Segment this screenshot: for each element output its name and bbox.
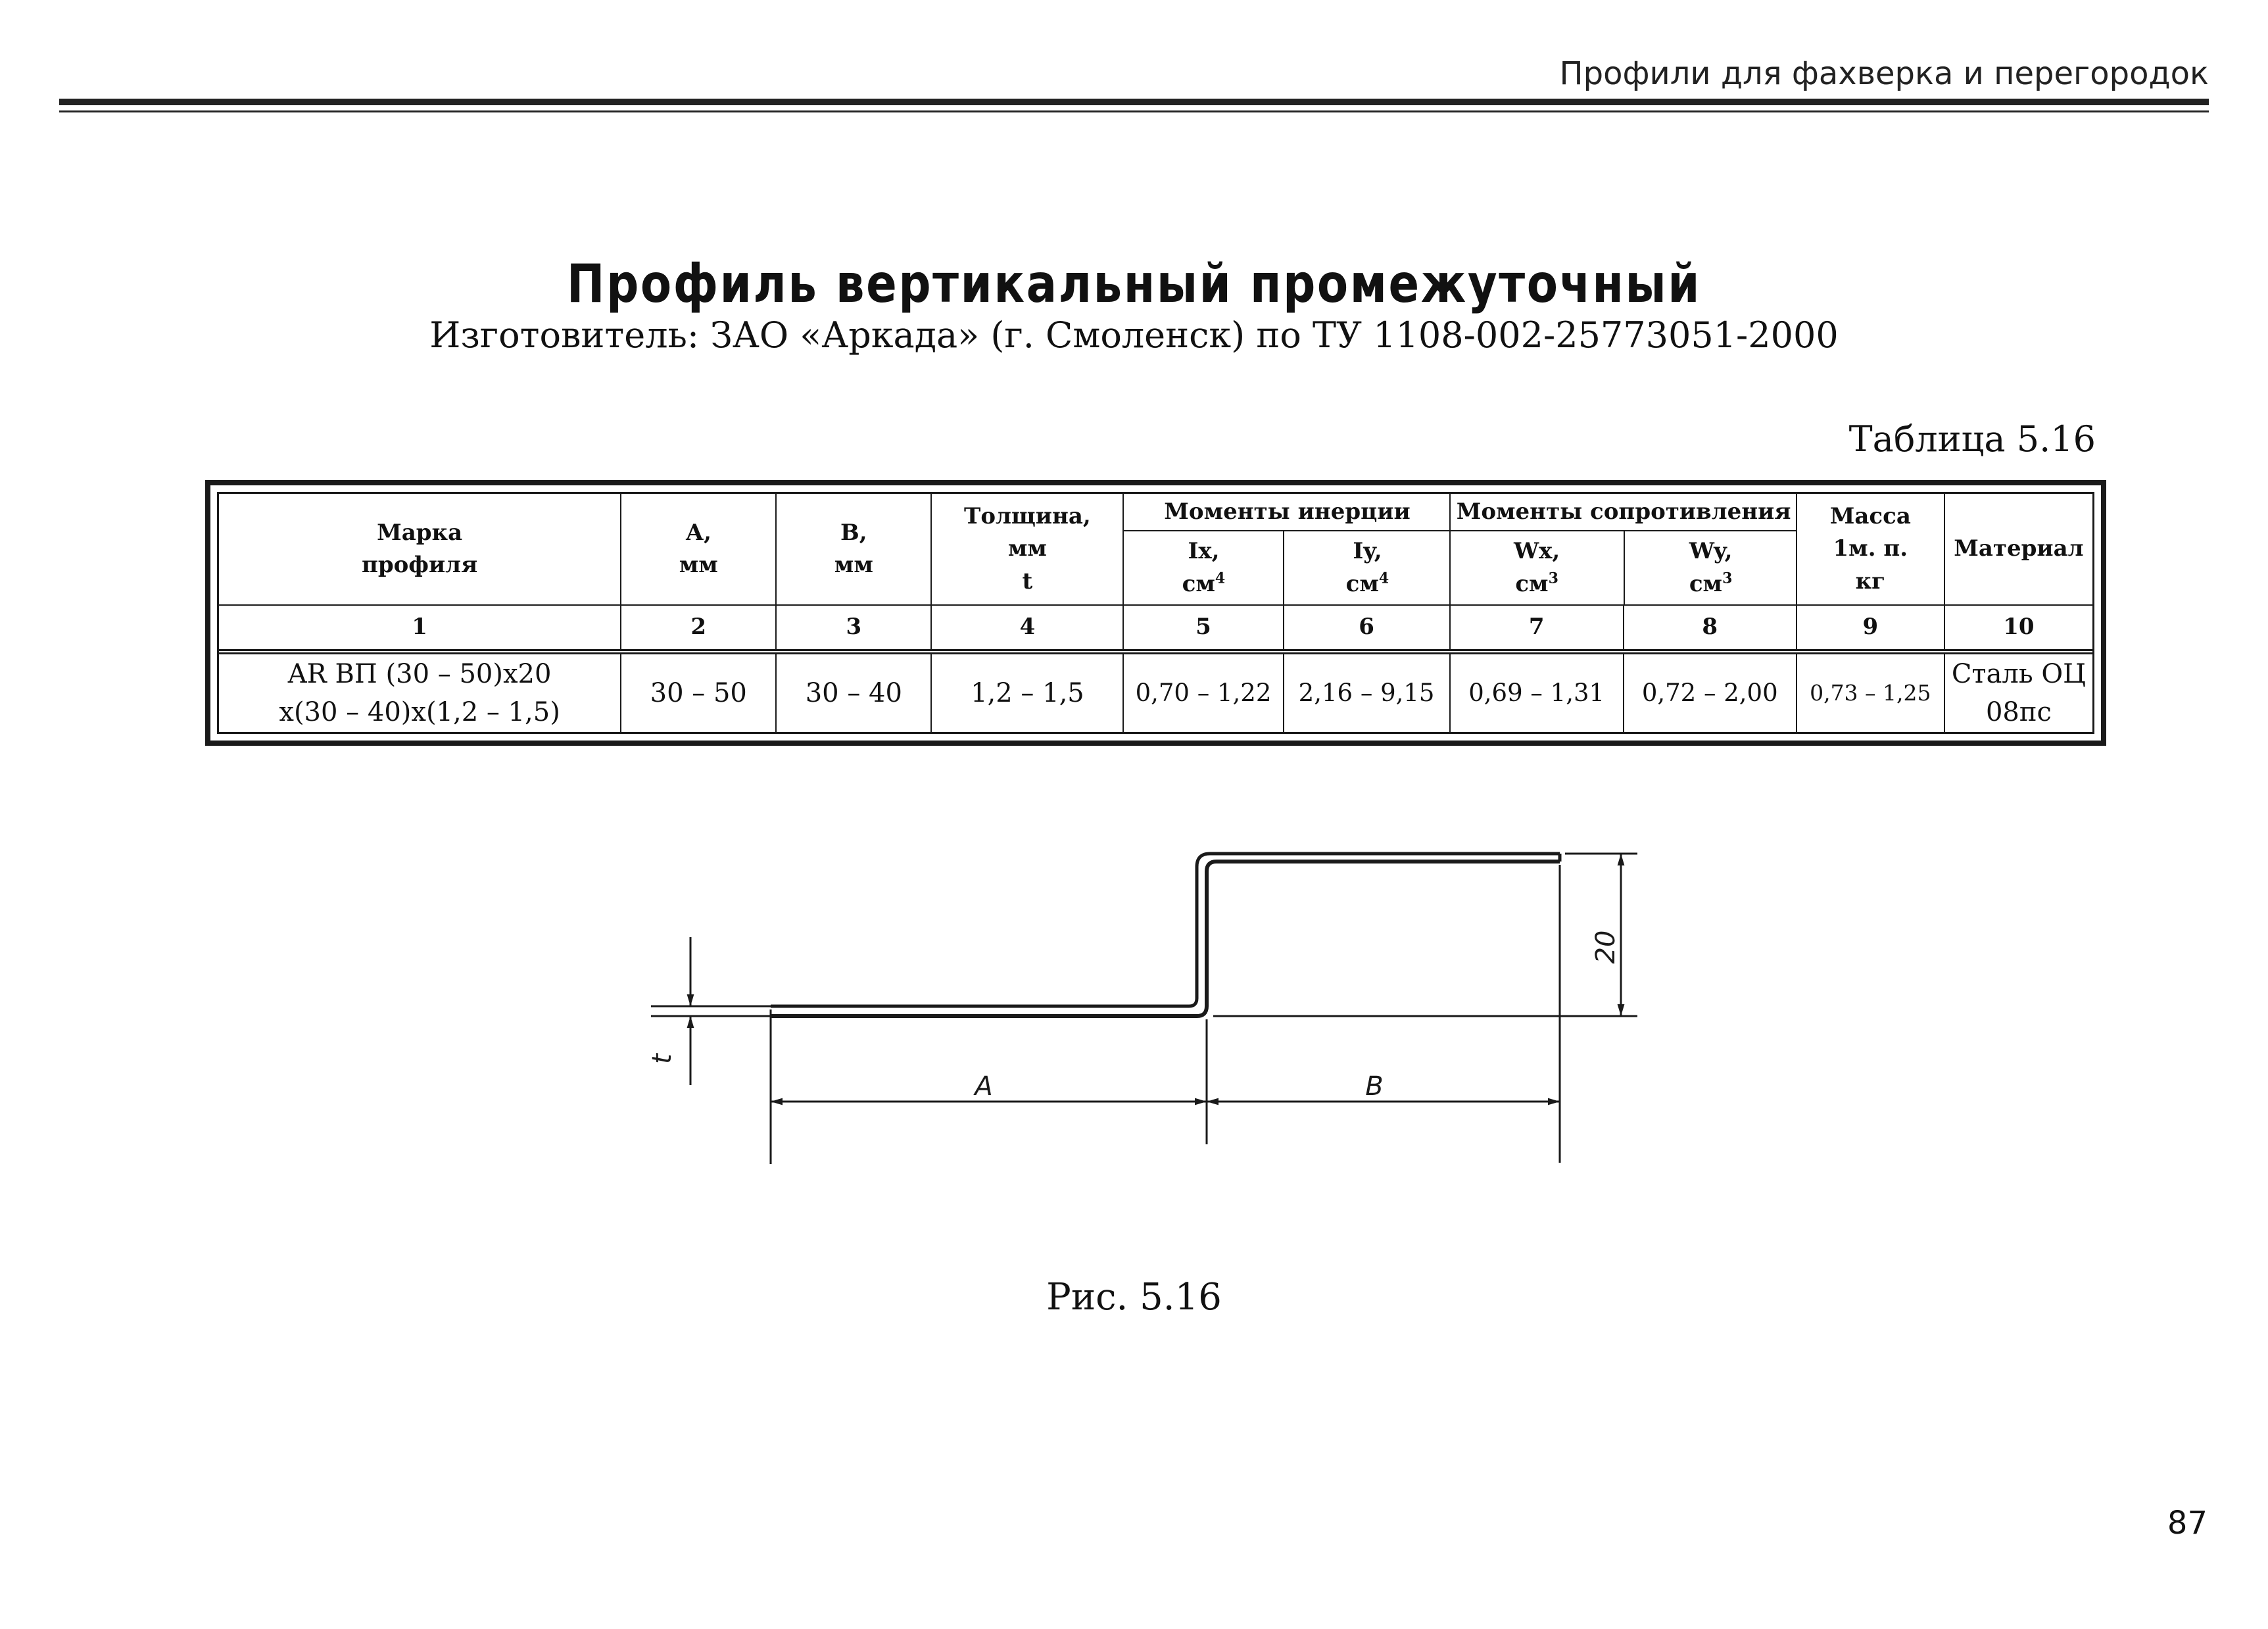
cell-iy: 2,16 – 9,15 [1284,652,1450,732]
header-mass: Масса 1м. п. кг [1797,494,1944,605]
column-number: 6 [1284,605,1450,652]
cell-b: 30 – 40 [776,652,931,732]
column-number: 2 [621,605,776,652]
manufacturer-subtitle: Изготовитель: ЗАО «Аркада» (г. Смоленск) по ТУ 1108-002-25773051-2000 [429,314,1839,356]
page-number: 87 [2167,1505,2208,1542]
inertia-group-label: Моменты инерции [1124,494,1450,531]
header-thickness: Толщина, мм t [931,494,1123,605]
column-number: 7 [1450,605,1624,652]
header-ix: Ix, $см^4$ [1124,531,1284,604]
label-a: A [975,1071,993,1102]
cell-material: Сталь ОЦ 08пс [1944,652,2092,732]
label-height: 20 [1591,930,1621,964]
column-number: 9 [1797,605,1944,652]
resistance-group-label: Моменты сопротивления [1451,494,1797,531]
cell-mass: 0,73 – 1,25 [1797,652,1944,732]
header-material: Материал [1944,494,2092,605]
running-header: Профили для фахверка и перегородок [1559,55,2209,92]
table-caption: Таблица 5.16 [1848,418,2096,460]
cell-wy: 0,72 – 2,00 [1624,652,1797,732]
column-number: 10 [1944,605,2092,652]
column-number: 4 [931,605,1123,652]
cell-ix: 0,70 – 1,22 [1123,652,1283,732]
header-iy: Iy, $см^4$ [1345,538,1389,597]
profile-outline [651,854,1560,1016]
header-a: А, мм [621,494,776,605]
column-number: 1 [219,605,621,652]
label-t: t [647,1054,677,1064]
header-b: В, мм [776,494,931,605]
cell-marka: AR ВП (30 – 50)x20 x(30 – 40)x(1,2 – 1,5) [219,652,621,732]
header-wx: Wx, $см^3$ [1451,531,1624,604]
label-b: B [1365,1071,1384,1102]
figure-caption: Рис. 5.16 [1046,1276,1222,1319]
header-wy: Wy, $см^3$ [1689,538,1733,597]
column-number: 3 [776,605,931,652]
cell-wx: 0,69 – 1,31 [1450,652,1624,732]
cell-thickness: 1,2 – 1,5 [931,652,1123,732]
dimension-lines [690,854,1637,1164]
column-number: 5 [1123,605,1283,652]
column-number: 8 [1624,605,1797,652]
header-marka: Марка профиля [219,494,621,605]
page-title: Профиль вертикальный промежуточный [566,253,1702,314]
cell-a: 30 – 50 [621,652,776,732]
